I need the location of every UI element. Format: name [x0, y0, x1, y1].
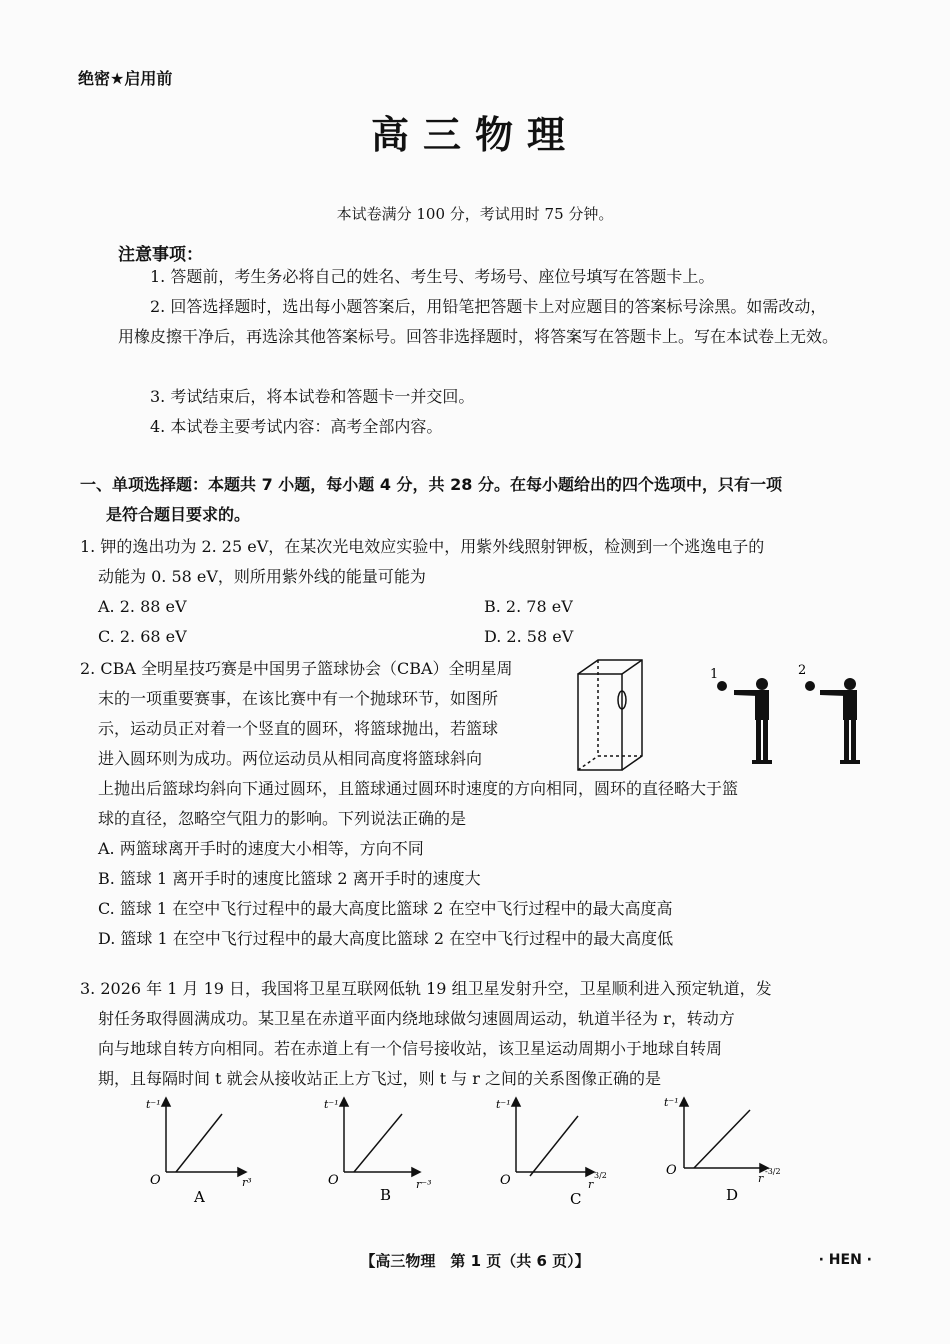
question-2 — [80, 654, 580, 774]
section-heading — [80, 470, 870, 530]
graph-b-origin: O — [328, 1173, 339, 1188]
ball-1 — [717, 681, 727, 691]
q3-line-1: 3. 2026 年 1 月 19 日，我国将卫星互联网低轨 19 组卫星发射升空，卫星顺利进入预定轨道，发 — [80, 979, 772, 998]
ball-2 — [805, 681, 815, 691]
q1-line-2: 动能为 0. 58 eV，则所用紫外线的能量可能为 — [98, 567, 426, 586]
player-1 — [734, 678, 772, 764]
q2-option-d: D. 篮球 1 在空中飞行过程中的最大高度比篮球 2 在空中飞行过程中的最大高度低 — [98, 929, 674, 948]
exam-meta: 本试卷满分 100 分，考试用时 75 分钟。 — [336, 205, 614, 223]
player-2 — [820, 678, 860, 764]
q2-option-c: C. 篮球 1 在空中飞行过程中的最大高度比篮球 2 在空中飞行过程中的最大高度高 — [98, 899, 673, 918]
q2-line-5: 上抛出后篮球均斜向下通过圆环，且篮球通过圆环时速度的方向相同，圆环的直径略大于篮 — [98, 779, 739, 798]
graph-b-xlabel: r⁻³ — [416, 1178, 432, 1191]
graph-d-xexp: -3/2 — [765, 1167, 781, 1176]
player-1-label: 1 — [710, 667, 719, 682]
graph-a-label: A — [194, 1188, 205, 1206]
q2-line-4: 进入圆环则为成功。两位运动员从相同高度将篮球斜向 — [98, 749, 483, 768]
q3-line-3: 向与地球自转方向相同。若在赤道上有一个信号接收站，该卫星运动周期小于地球自转周 — [98, 1039, 723, 1058]
page-footer: 【高三物理 第 1 页（共 6 页）】 — [360, 1252, 590, 1270]
players-figure — [700, 660, 870, 770]
note-2: 2. 回答选择题时，选出每小题答案后，用铅笔把答题卡上对应题目的答案标号涂黑。如需改动，用橡皮擦干净后，再选涂其他答案标号。回答非选择题时，将答案写在答题卡上。写在本试卷上无效。 — [118, 297, 839, 346]
q1-option-a: A. 2. 88 eV — [98, 597, 187, 616]
question-2-cont — [80, 774, 870, 954]
graph-a-xlabel: r³ — [242, 1176, 252, 1189]
q1-option-c: C. 2. 68 eV — [98, 627, 187, 646]
q1-option-d: D. 2. 58 eV — [484, 627, 574, 646]
footer-code: · HEN · — [818, 1252, 872, 1268]
graph-d-ylabel: t⁻¹ — [664, 1096, 679, 1109]
confidential-mark: 绝密★启用前 — [78, 69, 173, 88]
question-1 — [80, 532, 870, 592]
graph-c-ylabel: t⁻¹ — [496, 1098, 511, 1111]
note-1: 1. 答题前，考生务必将自己的姓名、考生号、考场号、座位号填写在答题卡上。 — [150, 267, 715, 286]
graph-c-origin: O — [500, 1173, 511, 1188]
q2-line-2: 末的一项重要赛事，在该比赛中有一个抛球环节，如图所 — [98, 689, 499, 708]
graph-a-origin: O — [150, 1173, 161, 1188]
graph-c — [486, 1094, 616, 1210]
graph-a — [140, 1094, 260, 1210]
section-line-2: 是符合题目要求的。 — [106, 505, 251, 524]
graph-c-xexp: 3/2 — [594, 1171, 607, 1180]
q3-line-2: 射任务取得圆满成功。某卫星在赤道平面内绕地球做匀速圆周运动，轨道半径为 r，转动方 — [98, 1009, 735, 1028]
q3-line-4: 期，且每隔时间 t 就会从接收站正上方飞过，则 t 与 r 之间的关系图像正确的是 — [98, 1069, 662, 1088]
graph-d-origin: O — [666, 1163, 677, 1178]
hoop-box-edge — [622, 660, 642, 674]
graph-b-ylabel: t⁻¹ — [324, 1098, 339, 1111]
hoop-box-back — [578, 660, 642, 770]
q2-line-3: 示，运动员正对着一个竖直的圆环，将篮球抛出，若篮球 — [98, 719, 499, 738]
graph-d — [654, 1094, 794, 1210]
graph-a-ylabel: t⁻¹ — [146, 1098, 161, 1111]
q2-option-b: B. 篮球 1 离开手时的速度比篮球 2 离开手时的速度大 — [98, 869, 481, 888]
graph-b-label: B — [380, 1186, 392, 1204]
graph-b — [310, 1094, 440, 1210]
section-line-1: 一、单项选择题：本题共 7 小题，每小题 4 分，共 28 分。在每小题给出的四个选项中，只有一项 — [80, 475, 782, 494]
q2-line-1: 2. CBA 全明星技巧赛是中国男子篮球协会（CBA）全明星周 — [80, 659, 513, 678]
graph-c-xbase: r — [588, 1178, 594, 1191]
question-3 — [80, 974, 870, 1094]
notes-heading: 注意事项： — [118, 245, 203, 265]
q1-line-1: 1. 钾的逸出功为 2. 25 eV，在某次光电效应实验中，用紫外线照射钾板，检测到一个逃逸电子的 — [80, 537, 765, 556]
note-4: 4. 本试卷主要考试内容：高考全部内容。 — [150, 417, 443, 436]
graph-c-label: C — [570, 1190, 582, 1208]
hoop-box-hidden-edge — [578, 756, 598, 770]
q1-option-b: B. 2. 78 eV — [484, 597, 573, 616]
graph-d-xbase: r — [758, 1172, 764, 1185]
hoop-figure — [574, 656, 650, 774]
note-3: 3. 考试结束后，将本试卷和答题卡一并交回。 — [150, 387, 475, 406]
q2-line-6: 球的直径，忽略空气阻力的影响。下列说法正确的是 — [98, 809, 467, 828]
player-2-label: 2 — [798, 663, 807, 678]
q2-option-a: A. 两篮球离开手时的速度大小相等，方向不同 — [98, 839, 424, 858]
graph-d-label: D — [726, 1186, 739, 1204]
page-title: 高三物理 — [370, 113, 579, 157]
